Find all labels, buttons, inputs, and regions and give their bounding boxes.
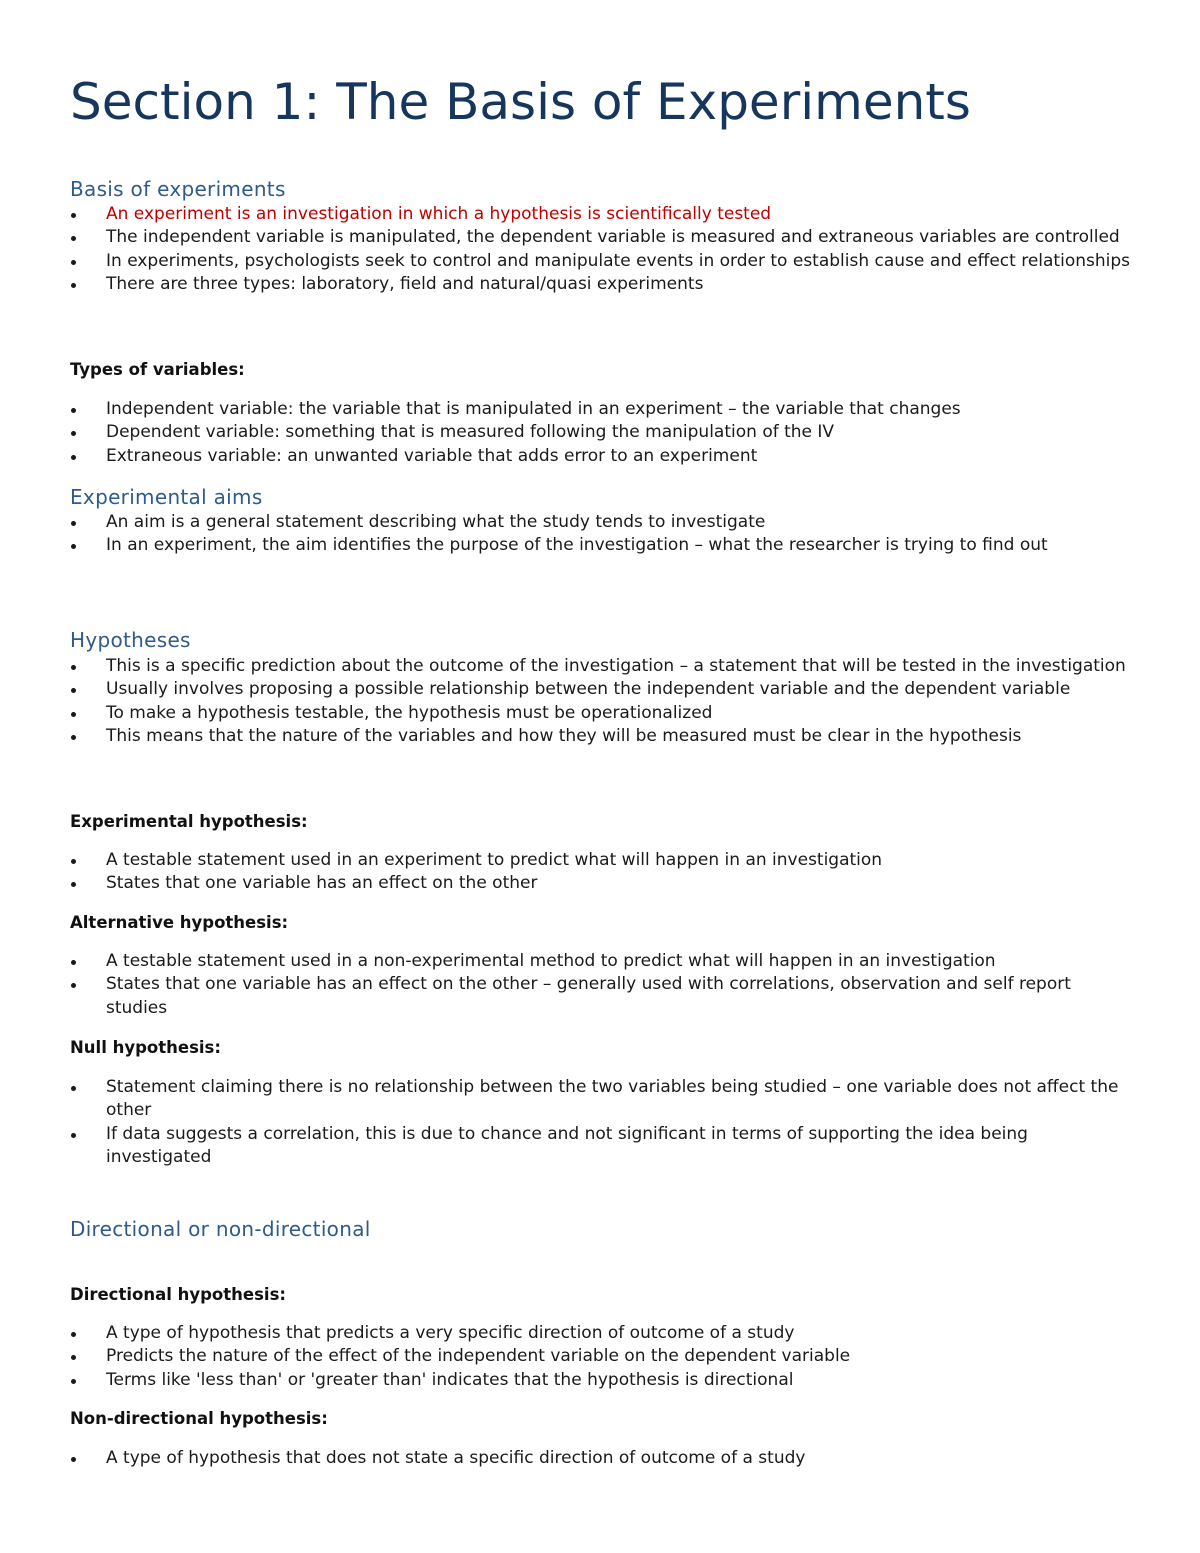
- heading-experimental-aims: Experimental aims: [70, 485, 263, 509]
- list-types-of-variables: [70, 398, 1130, 468]
- heading-basis-of-experiments: Basis of experiments: [70, 177, 286, 201]
- list-item: The independent variable is manipulated, the dependent variable is measured and extraneous variables are controlled: [70, 226, 1130, 249]
- list-item: In an experiment, the aim identifies the purpose of the investigation – what the researcher is trying to find out: [70, 534, 1130, 557]
- subheading-directional-hypothesis: Directional hypothesis:: [70, 1285, 286, 1304]
- list-item: States that one variable has an effect on the other – generally used with correlations, observation and self report studies: [70, 973, 1130, 1020]
- list-basis-of-experiments: [70, 203, 1130, 296]
- list-non-directional-hypothesis: [70, 1447, 1130, 1470]
- list-item: A type of hypothesis that does not state a specific direction of outcome of a study: [70, 1447, 1130, 1470]
- subheading-null-hypothesis: Null hypothesis:: [70, 1038, 221, 1057]
- list-item: A type of hypothesis that predicts a very specific direction of outcome of a study: [70, 1322, 1130, 1345]
- list-item: This means that the nature of the variables and how they will be measured must be clear in the hypothesis: [70, 725, 1130, 748]
- subheading-non-directional-hypothesis: Non-directional hypothesis:: [70, 1409, 328, 1428]
- list-item: If data suggests a correlation, this is due to chance and not significant in terms of supporting the idea being investigated: [70, 1123, 1130, 1170]
- list-experimental-aims: [70, 511, 1130, 558]
- list-item: An aim is a general statement describing what the study tends to investigate: [70, 511, 1130, 534]
- list-null-hypothesis: [70, 1076, 1130, 1169]
- list-alternative-hypothesis: [70, 950, 1130, 1020]
- list-item: Terms like 'less than' or 'greater than' indicates that the hypothesis is directional: [70, 1369, 1130, 1392]
- heading-directional-or-non-directional: Directional or non-directional: [70, 1217, 371, 1241]
- list-item: This is a specific prediction about the outcome of the investigation – a statement that will be tested in the investigation: [70, 655, 1130, 678]
- list-experimental-hypothesis: [70, 849, 1130, 896]
- subheading-experimental-hypothesis: Experimental hypothesis:: [70, 812, 308, 831]
- list-item: Dependent variable: something that is measured following the manipulation of the IV: [70, 421, 1130, 444]
- subheading-alternative-hypothesis: Alternative hypothesis:: [70, 913, 289, 932]
- list-item: There are three types: laboratory, field and natural/quasi experiments: [70, 273, 1130, 296]
- list-item: An experiment is an investigation in which a hypothesis is scientifically tested: [70, 203, 1130, 226]
- list-item: Usually involves proposing a possible relationship between the independent variable and the dependent variable: [70, 678, 1130, 701]
- page-title: Section 1: The Basis of Experiments: [70, 73, 971, 131]
- subheading-types-of-variables: Types of variables:: [70, 360, 245, 379]
- list-item: In experiments, psychologists seek to control and manipulate events in order to establish cause and effect relationships: [70, 250, 1130, 273]
- list-item: To make a hypothesis testable, the hypothesis must be operationalized: [70, 702, 1130, 725]
- heading-hypotheses: Hypotheses: [70, 628, 191, 652]
- list-item: Extraneous variable: an unwanted variable that adds error to an experiment: [70, 445, 1130, 468]
- list-item: A testable statement used in a non-experimental method to predict what will happen in an investigation: [70, 950, 1130, 973]
- list-item: Statement claiming there is no relationship between the two variables being studied – one variable does not affect the other: [70, 1076, 1130, 1123]
- list-hypotheses: [70, 655, 1130, 748]
- list-item: A testable statement used in an experiment to predict what will happen in an investigation: [70, 849, 1130, 872]
- list-item: Independent variable: the variable that is manipulated in an experiment – the variable that changes: [70, 398, 1130, 421]
- list-item: Predicts the nature of the effect of the independent variable on the dependent variable: [70, 1345, 1130, 1368]
- list-directional-hypothesis: [70, 1322, 1130, 1392]
- list-item: States that one variable has an effect on the other: [70, 872, 1130, 895]
